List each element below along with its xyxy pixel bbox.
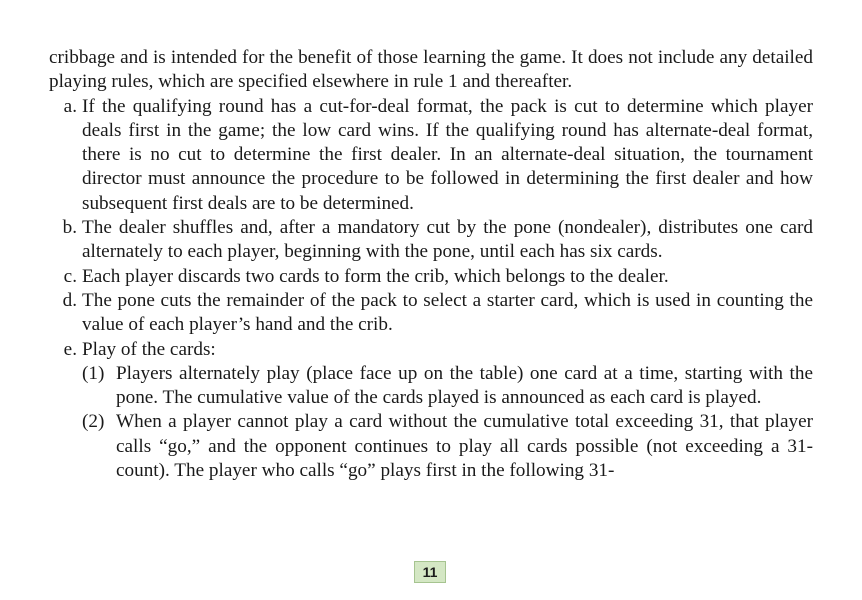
sublist-item-text: Players alternately play (place face up on the table) one card at a time, starting with the pone. The cumulative value of the cards played is announced as each card is played. xyxy=(116,362,813,409)
sublist-item-2 xyxy=(82,410,813,483)
list-item-text: If the qualifying round has a cut-for-deal format, the pack is cut to determine which player deals first in the game; the low card wins. If the qualifying round has alternate-deal format, there is no cut to determine the first dealer. In an alternate-deal situation, the tournament director must announce the procedure to be followed in determining the first dealer and how subsequent first deals are to be determined. xyxy=(82,95,813,214)
list-marker: d. xyxy=(62,289,77,311)
sublist-item-1 xyxy=(82,362,813,411)
list-marker: e. xyxy=(63,338,77,360)
list-marker: b. xyxy=(62,217,77,239)
list-item-e xyxy=(49,338,813,484)
list-item-text: Play of the cards: xyxy=(82,338,216,360)
list-item-text: The dealer shuffles and, after a mandatory cut by the pone (nondealer), distributes one card alternately to each player, beginning with the pone, until each has six cards. xyxy=(82,217,813,263)
list-item-a xyxy=(49,95,813,216)
list-item-b xyxy=(49,216,813,265)
page-number: 11 xyxy=(414,561,446,583)
list-marker: c. xyxy=(63,265,77,287)
list-item-text: The pone cuts the remainder of the pack to select a starter card, which is used in counting the value of each player’s hand and the crib. xyxy=(82,289,813,336)
list-item-d xyxy=(49,289,813,338)
sublist-marker: (1) xyxy=(82,362,105,384)
rules-list xyxy=(49,95,813,484)
list-item-c xyxy=(49,265,813,289)
list-item-text: Each player discards two cards to form the crib, which belongs to the dealer. xyxy=(82,265,669,287)
document-body xyxy=(49,46,813,483)
sublist-item-text: When a player cannot play a card without the cumulative total exceeding 31, that player calls “go,” and the opponent continues to play all cards possible (not exceeding a 31-count). The player who calls “go” plays first in the following 31- xyxy=(116,411,813,482)
intro-paragraph: cribbage and is intended for the benefit of those learning the game. It does not include any detailed playing rules, which are specified elsewhere in rule 1 and thereafter. xyxy=(49,47,813,93)
play-of-cards-sublist xyxy=(82,362,813,483)
sublist-marker: (2) xyxy=(82,411,105,433)
list-marker: a. xyxy=(63,95,77,117)
